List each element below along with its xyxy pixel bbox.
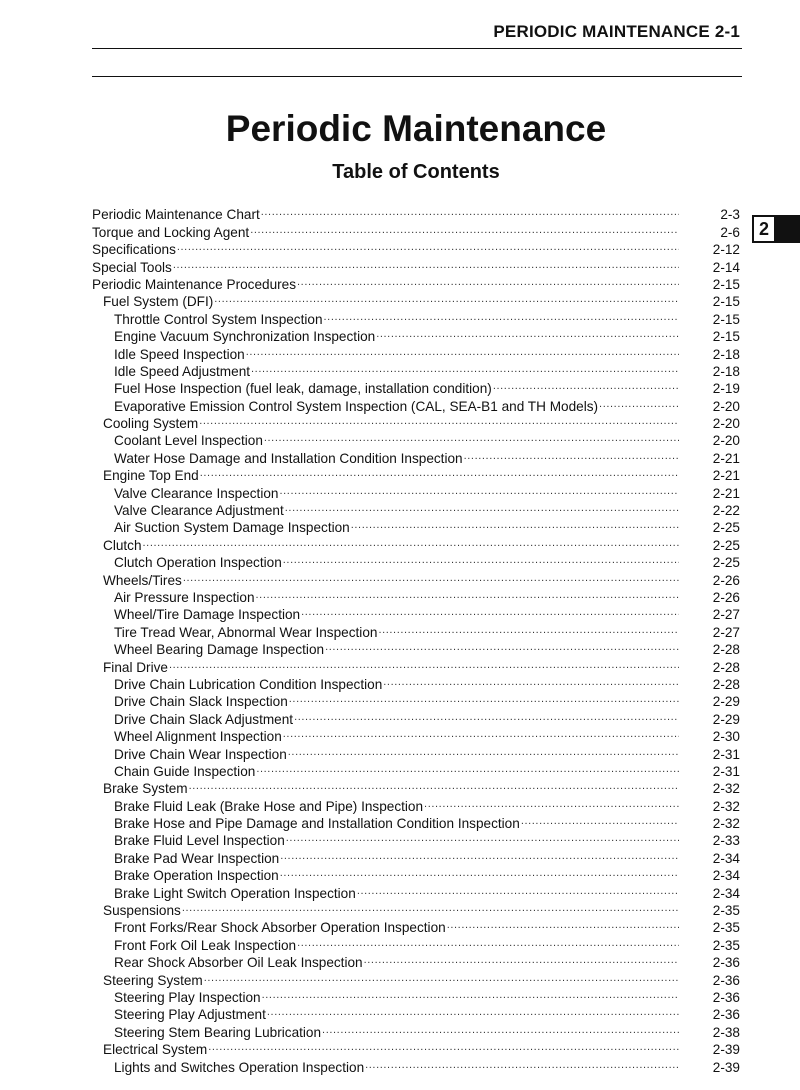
toc-entry-label: Tire Tread Wear, Abnormal Wear Inspection <box>114 624 378 640</box>
toc-entry[interactable] <box>92 672 740 692</box>
header-rule <box>92 48 742 49</box>
toc-entry-page: 2-21 <box>712 485 740 501</box>
toc-entry-label: Brake System <box>103 781 188 797</box>
toc-entry-label: Engine Vacuum Synchronization Inspection <box>114 329 376 345</box>
toc-dot-leader <box>325 637 679 654</box>
toc-dot-leader <box>289 689 679 706</box>
toc-entry-page: 2-25 <box>712 520 740 536</box>
toc-entry[interactable] <box>92 898 740 919</box>
toc-dot-leader <box>256 759 679 776</box>
toc-dot-leader <box>200 463 679 480</box>
toc-dot-leader <box>204 967 679 984</box>
toc-dot-leader <box>357 880 679 897</box>
toc-entry-page: 2-22 <box>712 503 740 519</box>
toc-entry-page: 2-27 <box>712 624 740 640</box>
toc-entry-page: 2-18 <box>712 346 740 362</box>
toc-entry-label: Periodic Maintenance Chart <box>92 207 260 223</box>
toc-entry[interactable] <box>92 272 740 292</box>
toc-dot-leader <box>301 602 679 619</box>
toc-entry-label: Suspensions <box>103 903 181 919</box>
toc-entry-label: Fuel Hose Inspection (fuel leak, damage, installation condition) <box>114 381 492 397</box>
toc-dot-leader <box>264 428 679 445</box>
toc-entry[interactable] <box>92 585 740 605</box>
toc-entry-label: Wheel Bearing Damage Inspection <box>114 642 325 658</box>
toc-entry-label: Rear Shock Absorber Oil Leak Inspection <box>114 955 363 971</box>
toc-entry-page: 2-20 <box>712 398 740 414</box>
toc-entry-label: Idle Speed Adjustment <box>114 363 251 379</box>
toc-entry-label: Torque and Locking Agent <box>92 224 250 240</box>
toc-entry[interactable] <box>92 532 740 553</box>
toc-entry-page: 2-32 <box>712 781 740 797</box>
toc-dot-leader <box>177 237 679 254</box>
toc-dot-leader <box>280 863 679 880</box>
toc-dot-leader <box>493 376 679 393</box>
chapter-tab-number: 2 <box>754 217 774 241</box>
toc-dot-leader <box>297 932 679 949</box>
toc-dot-leader <box>383 672 679 689</box>
toc-dot-leader <box>280 845 679 862</box>
toc-entry-page: 2-34 <box>712 850 740 866</box>
toc-entry-page: 2-34 <box>712 868 740 884</box>
toc-entry-label: Brake Pad Wear Inspection <box>114 850 280 866</box>
toc-entry-label: Front Forks/Rear Shock Absorber Operation Inspection <box>114 920 446 936</box>
toc-entry-page: 2-33 <box>712 833 740 849</box>
toc-entry-label: Periodic Maintenance Procedures <box>92 276 297 292</box>
toc-entry-label: Evaporative Emission Control System Inspection (CAL, SEA-B1 and TH Models) <box>114 398 599 414</box>
toc-dot-leader <box>267 1002 679 1019</box>
toc-entry[interactable] <box>92 915 740 936</box>
toc-entry[interactable] <box>92 793 740 814</box>
toc-dot-leader <box>286 828 679 845</box>
toc-entry-label: Front Fork Oil Leak Inspection <box>114 937 297 953</box>
toc-dot-leader <box>261 202 679 219</box>
toc-entry-page: 2-21 <box>712 468 740 484</box>
toc-entry-label: Drive Chain Slack Adjustment <box>114 711 294 727</box>
toc-entry[interactable] <box>92 654 740 675</box>
toc-entry-label: Drive Chain Lubrication Condition Inspection <box>114 676 383 692</box>
toc-entry-page: 2-29 <box>712 694 740 710</box>
toc-entry-label: Water Hose Damage and Installation Condition Inspection <box>114 450 463 466</box>
toc-entry[interactable] <box>92 550 740 571</box>
toc-dot-leader <box>464 445 679 462</box>
toc-entry-page: 2-39 <box>712 1042 740 1058</box>
toc-entry-page: 2-27 <box>712 607 740 623</box>
toc-dot-leader <box>324 306 679 323</box>
toc-entry-page: 2-36 <box>712 972 740 988</box>
toc-entry-page: 2-15 <box>712 329 740 345</box>
toc-dot-leader <box>189 776 679 793</box>
toc-dot-leader <box>262 985 679 1002</box>
toc-dot-leader <box>256 585 679 602</box>
toc-entry-label: Brake Light Switch Operation Inspection <box>114 885 356 901</box>
toc-dot-leader <box>251 359 679 376</box>
toc-entry-page: 2-21 <box>712 450 740 466</box>
toc-entry-page: 2-35 <box>712 903 740 919</box>
toc-entry-page: 2-34 <box>712 885 740 901</box>
toc-entry-label: Steering Stem Bearing Lubrication <box>114 1024 322 1040</box>
toc-dot-leader <box>182 898 679 915</box>
toc-dot-leader <box>424 793 679 810</box>
toc-dot-leader <box>143 532 679 549</box>
toc-dot-leader <box>599 393 679 410</box>
toc-entry-label: Special Tools <box>92 259 172 275</box>
toc-entry-label: Fuel System (DFI) <box>103 294 214 310</box>
toc-entry-label: Wheels/Tires <box>103 572 182 588</box>
toc-entry-label: Steering System <box>103 972 203 988</box>
toc-entry-label: Air Suction System Damage Inspection <box>114 520 350 536</box>
toc-entry[interactable] <box>92 776 740 797</box>
toc-entry-page: 2-28 <box>712 676 740 692</box>
toc-entry-label: Lights and Switches Operation Inspection <box>114 1059 365 1075</box>
toc-entry-page: 2-36 <box>712 955 740 971</box>
toc-entry[interactable] <box>92 202 740 223</box>
toc-entry-label: Brake Hose and Pipe Damage and Installation Condition Inspection <box>114 816 520 832</box>
toc-entry-page: 2-14 <box>712 259 740 275</box>
toc-dot-leader <box>173 254 679 271</box>
toc-entry-label: Brake Fluid Level Inspection <box>114 833 285 849</box>
toc-entry-label: Steering Play Adjustment <box>114 1007 266 1023</box>
toc-dot-leader <box>169 654 679 671</box>
toc-entry-page: 2-35 <box>712 920 740 936</box>
toc-entry-page: 2-20 <box>712 416 740 432</box>
toc-dot-leader <box>283 550 679 567</box>
page-title: Periodic Maintenance <box>225 108 607 149</box>
toc-dot-leader <box>521 811 679 828</box>
toc-entry-label: Air Pressure Inspection <box>114 589 255 605</box>
toc-entry-label: Drive Chain Wear Inspection <box>114 746 287 762</box>
toc-entry-label: Valve Clearance Adjustment <box>114 503 284 519</box>
toc-entry-label: Valve Clearance Inspection <box>114 485 279 501</box>
toc-dot-leader <box>365 1054 679 1071</box>
toc-entry-page: 2-15 <box>712 311 740 327</box>
toc-dot-leader <box>351 515 679 532</box>
toc-entry-page: 2-18 <box>712 363 740 379</box>
toc-entry-page: 2-36 <box>712 1007 740 1023</box>
toc-entry-page: 2-32 <box>712 816 740 832</box>
toc-entry-page: 2-6 <box>720 224 740 240</box>
toc-entry-page: 2-32 <box>712 798 740 814</box>
toc-entry-label: Specifications <box>92 242 176 258</box>
toc-dot-leader <box>246 341 679 358</box>
toc-dot-leader <box>214 289 679 306</box>
toc-entry-label: Chain Guide Inspection <box>114 763 256 779</box>
toc-entry-page: 2-25 <box>712 555 740 571</box>
toc-entry-page: 2-26 <box>712 572 740 588</box>
toc-dot-leader <box>378 619 679 636</box>
toc-dot-leader <box>279 480 679 497</box>
toc-entry-page: 2-19 <box>712 381 740 397</box>
toc-entry-label: Engine Top End <box>103 468 199 484</box>
toc-entry-page: 2-25 <box>712 537 740 553</box>
toc-dot-leader <box>294 706 679 723</box>
running-header: PERIODIC MAINTENANCE 2-1 <box>493 22 740 41</box>
toc-dot-leader <box>283 724 679 741</box>
toc-entry-label: Coolant Level Inspection <box>114 433 263 449</box>
table-of-contents <box>92 202 740 1075</box>
toc-entry-page: 2-26 <box>712 589 740 605</box>
toc-entry-page: 2-12 <box>712 242 740 258</box>
toc-entry-label: Steering Play Inspection <box>114 989 261 1005</box>
toc-entry-page: 2-36 <box>712 989 740 1005</box>
toc-entry-label: Clutch Operation Inspection <box>114 555 282 571</box>
toc-dot-leader <box>199 411 679 428</box>
toc-entry-page: 2-28 <box>712 659 740 675</box>
toc-entry-page: 2-38 <box>712 1024 740 1040</box>
toc-dot-leader <box>364 950 679 967</box>
toc-entry-page: 2-31 <box>712 746 740 762</box>
toc-dot-leader <box>183 567 679 584</box>
toc-dot-leader <box>250 219 679 236</box>
toc-entry-label: Final Drive <box>103 659 168 675</box>
toc-entry-label: Wheel Alignment Inspection <box>114 729 282 745</box>
toc-entry-label: Electrical System <box>103 1042 208 1058</box>
toc-entry-page: 2-30 <box>712 729 740 745</box>
toc-dot-leader <box>297 272 679 289</box>
toc-dot-leader <box>208 1037 679 1054</box>
toc-entry-label: Clutch <box>103 537 142 553</box>
toc-entry-page: 2-31 <box>712 763 740 779</box>
toc-entry-label: Brake Fluid Leak (Brake Hose and Pipe) Inspection <box>114 798 424 814</box>
toc-entry-label: Drive Chain Slack Inspection <box>114 694 288 710</box>
toc-dot-leader <box>376 324 679 341</box>
toc-entry-page: 2-39 <box>712 1059 740 1075</box>
toc-dot-leader <box>288 741 679 758</box>
toc-entry-label: Brake Operation Inspection <box>114 868 279 884</box>
toc-entry-label: Throttle Control System Inspection <box>114 311 323 327</box>
toc-entry[interactable] <box>92 567 740 588</box>
toc-entry-page: 2-35 <box>712 937 740 953</box>
header-rule-lower <box>92 76 742 77</box>
toc-entry-page: 2-15 <box>712 294 740 310</box>
toc-entry[interactable] <box>92 254 740 275</box>
toc-entry-label: Wheel/Tire Damage Inspection <box>114 607 301 623</box>
toc-entry-page: 2-15 <box>712 276 740 292</box>
toc-entry-page: 2-28 <box>712 642 740 658</box>
toc-dot-leader <box>447 915 679 932</box>
toc-entry-page: 2-29 <box>712 711 740 727</box>
toc-entry-page: 2-20 <box>712 433 740 449</box>
chapter-tab <box>752 215 800 243</box>
toc-subtitle: Table of Contents <box>332 161 500 183</box>
toc-dot-leader <box>285 498 679 515</box>
toc-entry-page: 2-3 <box>720 207 740 223</box>
toc-entry[interactable] <box>92 237 740 258</box>
toc-entry-label: Cooling System <box>103 416 199 432</box>
toc-dot-leader <box>322 1019 679 1036</box>
toc-entry-label: Idle Speed Inspection <box>114 346 245 362</box>
